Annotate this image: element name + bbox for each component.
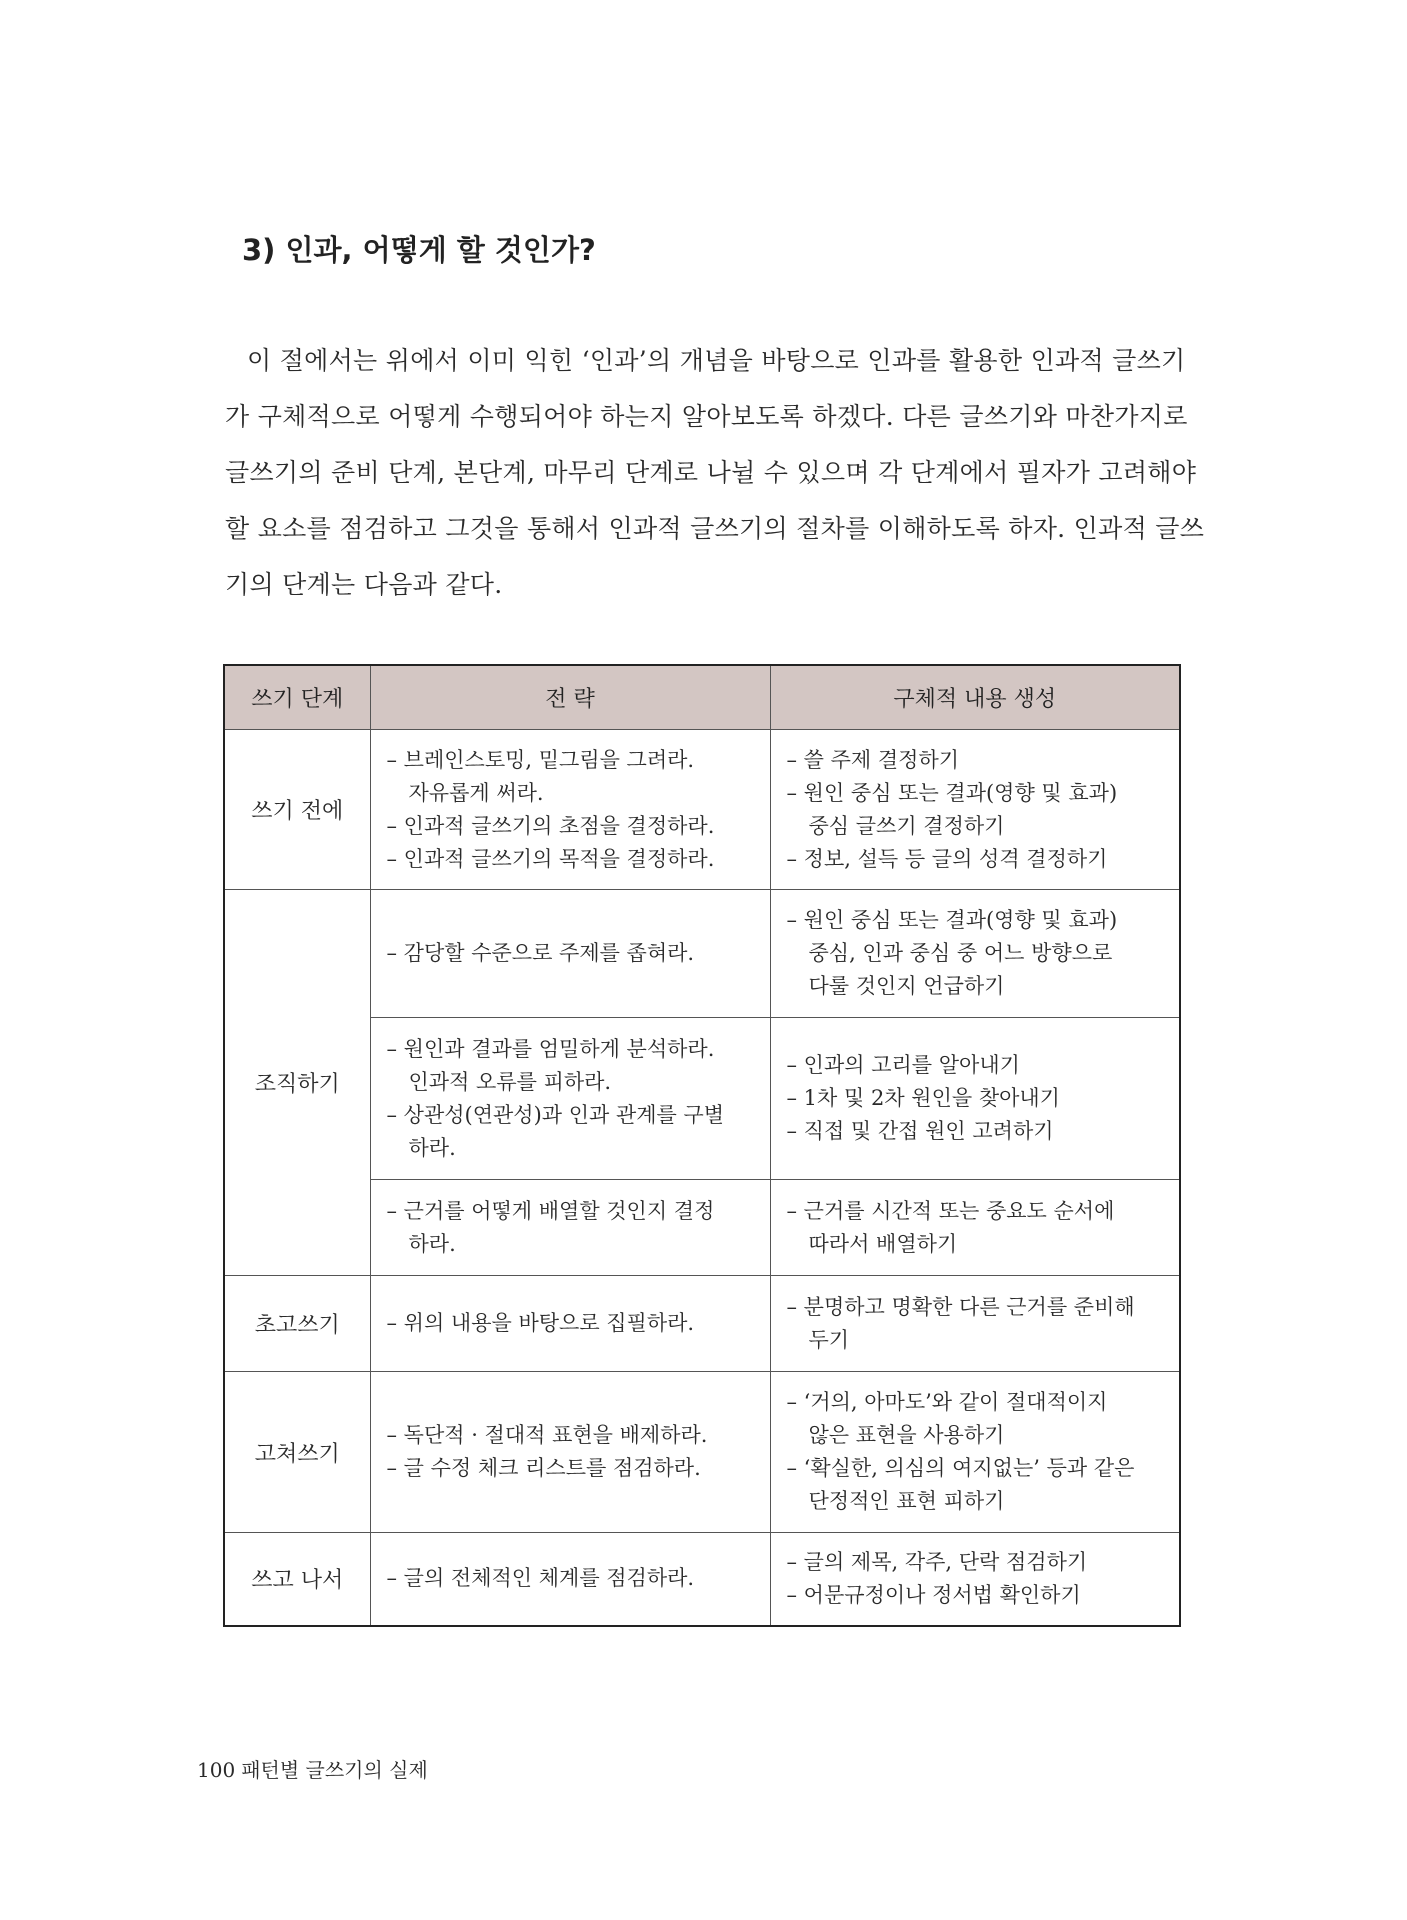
content-cell <box>770 1276 1180 1372</box>
content-item: – ‘확실한, 의심의 여지없는’ 등과 같은 <box>786 1456 1135 1480</box>
content-cell <box>770 730 1180 890</box>
strategy-item: – 브레인스토밍, 밑그림을 그려라. <box>386 747 695 772</box>
content-cell <box>770 890 1180 1018</box>
content-item: 단정적인 표현 피하기 <box>808 1489 1005 1513</box>
content-cell <box>770 1533 1180 1626</box>
content-item: 중심, 인과 중심 중 어느 방향으로 <box>808 941 1113 965</box>
strategy-item: 자유롭게 써라. <box>408 780 544 805</box>
strategy-item: – 감당할 수준으로 주제를 좁혀라. <box>386 941 695 965</box>
table-row <box>224 1372 1180 1533</box>
writing-stages-table <box>223 664 1181 1627</box>
content-item: – ‘거의, 아마도’와 같이 절대적이지 <box>786 1390 1108 1414</box>
content-item: 따라서 배열하기 <box>808 1231 958 1256</box>
content-item: – 근거를 시간적 또는 중요도 순서에 <box>786 1198 1115 1223</box>
intro-paragraph <box>225 333 1205 613</box>
strategy-item: – 독단적 · 절대적 표현을 배제하라. <box>386 1423 708 1447</box>
strategy-cell <box>370 1180 770 1276</box>
table-header-row <box>224 665 1180 730</box>
page-number: 100 <box>197 1758 236 1782</box>
strategy-item: – 상관성(연관성)과 인과 관계를 구별 <box>386 1102 725 1127</box>
content-item: 두기 <box>808 1327 850 1352</box>
table-row <box>224 1276 1180 1372</box>
strategy-cell <box>370 1533 770 1626</box>
content-cell <box>770 1180 1180 1276</box>
strategy-item: 하라. <box>408 1135 456 1160</box>
strategy-item: – 인과적 글쓰기의 목적을 결정하라. <box>386 846 715 871</box>
book-title: 패턴별 글쓰기의 실제 <box>241 1758 428 1782</box>
paragraph-line: 가 구체적으로 어떻게 수행되어야 하는지 알아보도록 하겠다. 다른 글쓰기와 마찬가지로 <box>225 402 1188 431</box>
strategy-cell <box>370 1276 770 1372</box>
strategy-cell <box>370 1372 770 1533</box>
header-stage: 쓰기 단계 <box>224 665 370 730</box>
header-content: 구체적 내용 생성 <box>770 665 1180 730</box>
strategy-cell <box>370 1018 770 1180</box>
stage-cell: 쓰고 나서 <box>224 1533 370 1626</box>
content-item: – 원인 중심 또는 결과(영향 및 효과) <box>786 908 1118 932</box>
content-item: – 직접 및 간접 원인 고려하기 <box>786 1119 1054 1143</box>
stage-cell: 쓰기 전에 <box>224 730 370 890</box>
page-footer <box>197 1754 428 1783</box>
strategy-item: – 글 수정 체크 리스트를 점검하라. <box>386 1456 701 1480</box>
content-item: – 어문규정이나 정서법 확인하기 <box>786 1582 1081 1607</box>
content-item: – 인과의 고리를 알아내기 <box>786 1053 1020 1077</box>
stage-cell: 초고쓰기 <box>224 1276 370 1372</box>
content-item: 다룰 것인지 언급하기 <box>808 974 1005 998</box>
strategy-item: – 위의 내용을 바탕으로 집필하라. <box>386 1311 695 1335</box>
strategy-item: – 근거를 어떻게 배열할 것인지 결정 <box>386 1198 715 1223</box>
stage-cell: 고쳐쓰기 <box>224 1372 370 1533</box>
strategy-cell <box>370 890 770 1018</box>
stage-cell: 조직하기 <box>224 890 370 1276</box>
content-item: – 원인 중심 또는 결과(영향 및 효과) <box>786 780 1118 805</box>
content-item: – 1차 및 2차 원인을 찾아내기 <box>786 1086 1060 1110</box>
content-item: – 쓸 주제 결정하기 <box>786 747 960 772</box>
header-strategy: 전 략 <box>370 665 770 730</box>
paragraph-line: 할 요소를 점검하고 그것을 통해서 인과적 글쓰기의 절차를 이해하도록 하자. 인과적 글쓰 <box>225 514 1205 543</box>
section-heading: 3) 인과, 어떻게 할 것인가? <box>242 233 596 267</box>
paragraph-line: 이 절에서는 위에서 이미 익힌 ‘인과’의 개념을 바탕으로 인과를 활용한 인과적 글쓰기 <box>247 346 1186 375</box>
content-cell <box>770 1018 1180 1180</box>
strategy-item: – 인과적 글쓰기의 초점을 결정하라. <box>386 813 715 838</box>
content-item: – 정보, 설득 등 글의 성격 결정하기 <box>786 846 1108 871</box>
content-cell <box>770 1372 1180 1533</box>
content-item: 않은 표현을 사용하기 <box>808 1423 1005 1447</box>
strategy-item: 인과적 오류를 피하라. <box>408 1069 612 1094</box>
strategy-cell <box>370 730 770 890</box>
paragraph-line: 기의 단계는 다음과 같다. <box>225 570 503 599</box>
table-row <box>224 730 1180 890</box>
content-item: – 글의 제목, 각주, 단락 점검하기 <box>786 1549 1088 1574</box>
paragraph-line: 글쓰기의 준비 단계, 본단계, 마무리 단계로 나뉠 수 있으며 각 단계에서 필자가 고려해야 <box>225 458 1197 487</box>
content-item: 중심 글쓰기 결정하기 <box>808 813 1005 838</box>
table-row <box>224 890 1180 1018</box>
strategy-item: 하라. <box>408 1231 456 1256</box>
table-row <box>224 1533 1180 1626</box>
strategy-item: – 글의 전체적인 체계를 점검하라. <box>386 1566 695 1591</box>
content-item: – 분명하고 명확한 다른 근거를 준비해 <box>786 1294 1135 1319</box>
strategy-item: – 원인과 결과를 엄밀하게 분석하라. <box>386 1036 715 1061</box>
